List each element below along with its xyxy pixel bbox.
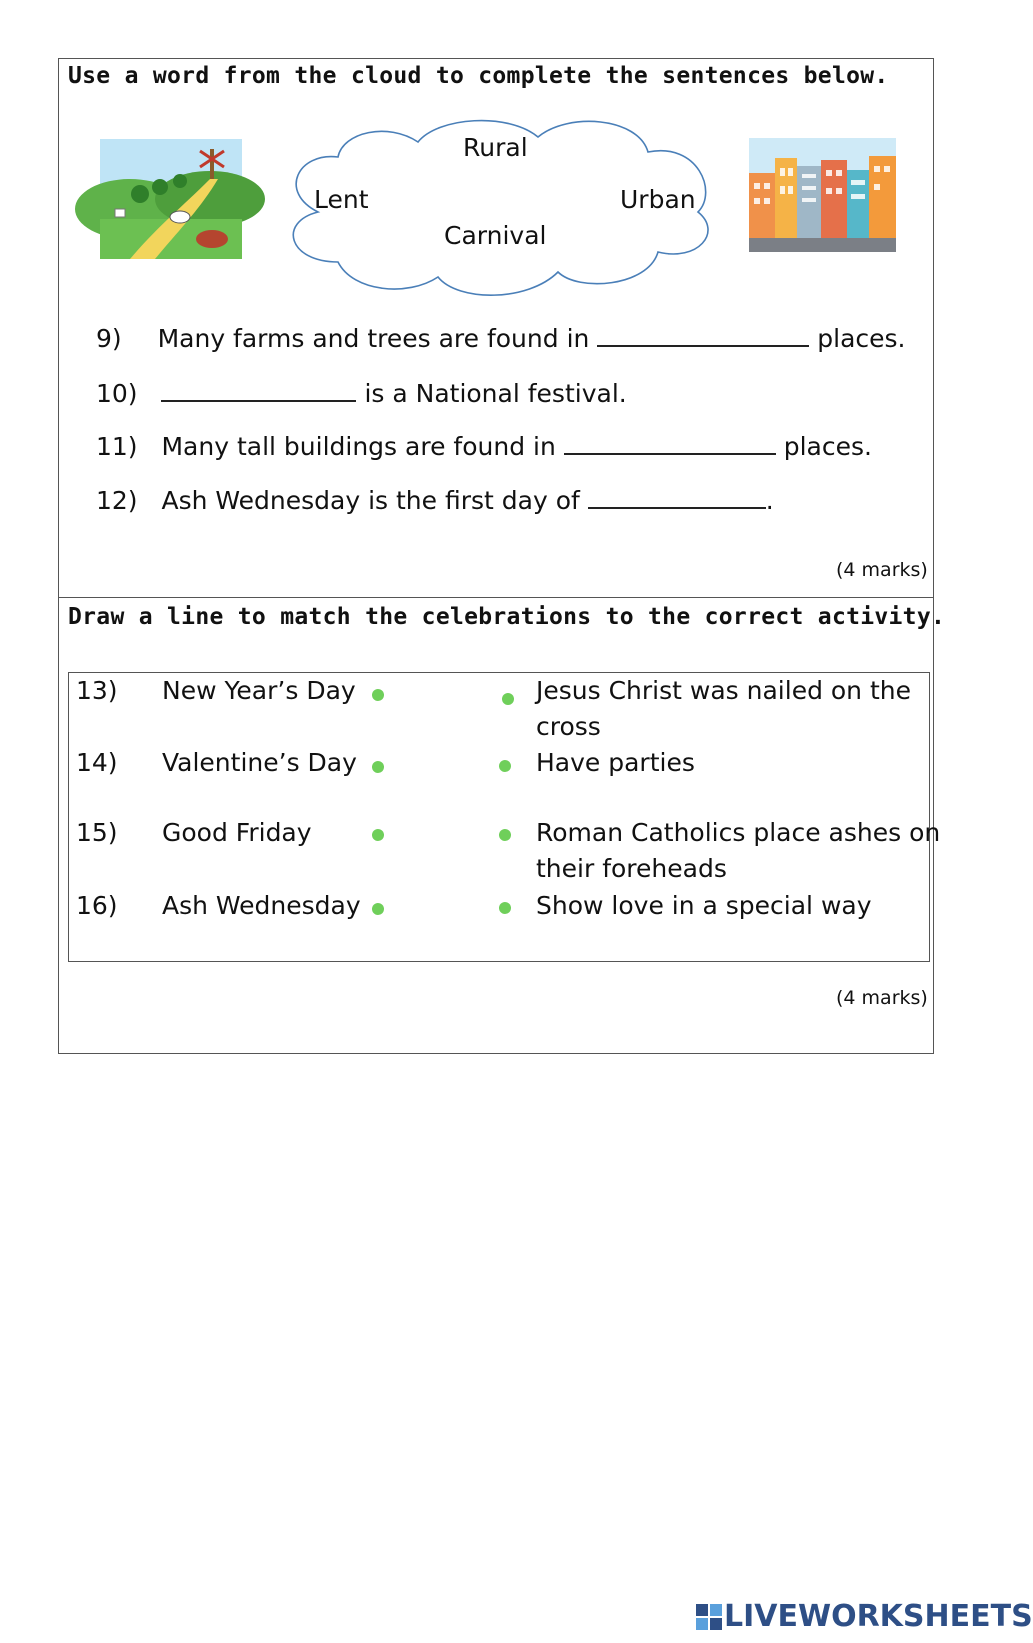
match-right-2-line1: Have parties — [536, 748, 695, 777]
match-left-14 — [76, 748, 118, 777]
question-9 — [96, 323, 906, 353]
match-left-label-16: Ash Wednesday — [162, 891, 361, 920]
liveworksheets-logo-icon — [696, 1604, 722, 1630]
question-text: Many tall buildings are found in — [161, 432, 556, 461]
match-dot-right-1[interactable] — [502, 693, 514, 705]
question-10 — [96, 378, 627, 408]
match-right-4-line1: Show love in a special way — [536, 891, 872, 920]
question-text-end: places. — [817, 324, 906, 353]
question-text: Many farms and trees are found in — [157, 324, 590, 353]
answer-blank-10[interactable] — [161, 378, 356, 402]
item-number: 15) — [76, 818, 118, 847]
answer-blank-12[interactable] — [588, 485, 766, 509]
item-number: 13) — [76, 676, 118, 705]
match-dot-right-4[interactable] — [499, 902, 511, 914]
match-left-label-15: Good Friday — [162, 818, 312, 847]
section2-instruction: Draw a line to match the celebrations to the correct activity. — [68, 604, 946, 630]
match-left-label-13: New Year’s Day — [162, 676, 356, 705]
item-number: 14) — [76, 748, 118, 777]
question-number: 12) — [96, 486, 138, 515]
answer-blank-9[interactable] — [597, 323, 809, 347]
question-text-end: . — [765, 486, 774, 515]
question-11 — [96, 431, 872, 461]
section1-marks: (4 marks) — [836, 559, 928, 581]
question-text: Ash Wednesday is the first day of — [161, 486, 580, 515]
urban-city-image — [749, 138, 896, 252]
match-right-1-line1: Jesus Christ was nailed on the — [536, 676, 911, 705]
question-number: 10) — [96, 379, 138, 408]
item-number: 16) — [76, 891, 118, 920]
question-number: 11) — [96, 432, 138, 461]
cloud-word-rural: Rural — [463, 133, 528, 162]
question-12 — [96, 485, 774, 515]
match-dot-left-14[interactable] — [372, 761, 384, 773]
match-left-13 — [76, 676, 118, 705]
match-dot-right-2[interactable] — [499, 760, 511, 772]
answer-blank-11[interactable] — [564, 431, 776, 455]
cloud-word-urban: Urban — [620, 185, 696, 214]
match-right-3-line2: their foreheads — [536, 854, 727, 883]
match-left-label-14: Valentine’s Day — [162, 748, 357, 777]
cloud-word-carnival: Carnival — [444, 221, 547, 250]
match-dot-left-13[interactable] — [372, 689, 384, 701]
match-dot-left-15[interactable] — [372, 829, 384, 841]
match-left-16 — [76, 891, 118, 920]
section1-instruction: Use a word from the cloud to complete the sentences below. — [68, 63, 889, 89]
match-left-15 — [76, 818, 118, 847]
question-text-end: is a National festival. — [364, 379, 627, 408]
match-right-3-line1: Roman Catholics place ashes on — [536, 818, 941, 847]
liveworksheets-brand: LIVEWORKSHEETS — [724, 1599, 1033, 1634]
question-number: 9) — [96, 324, 122, 353]
question-text-end: places. — [783, 432, 872, 461]
section2-marks: (4 marks) — [836, 987, 928, 1009]
cloud-word-lent: Lent — [314, 185, 369, 214]
match-dot-left-16[interactable] — [372, 903, 384, 915]
match-dot-right-3[interactable] — [499, 829, 511, 841]
rural-landscape-image — [100, 139, 242, 259]
match-right-1-line2: cross — [536, 712, 601, 741]
